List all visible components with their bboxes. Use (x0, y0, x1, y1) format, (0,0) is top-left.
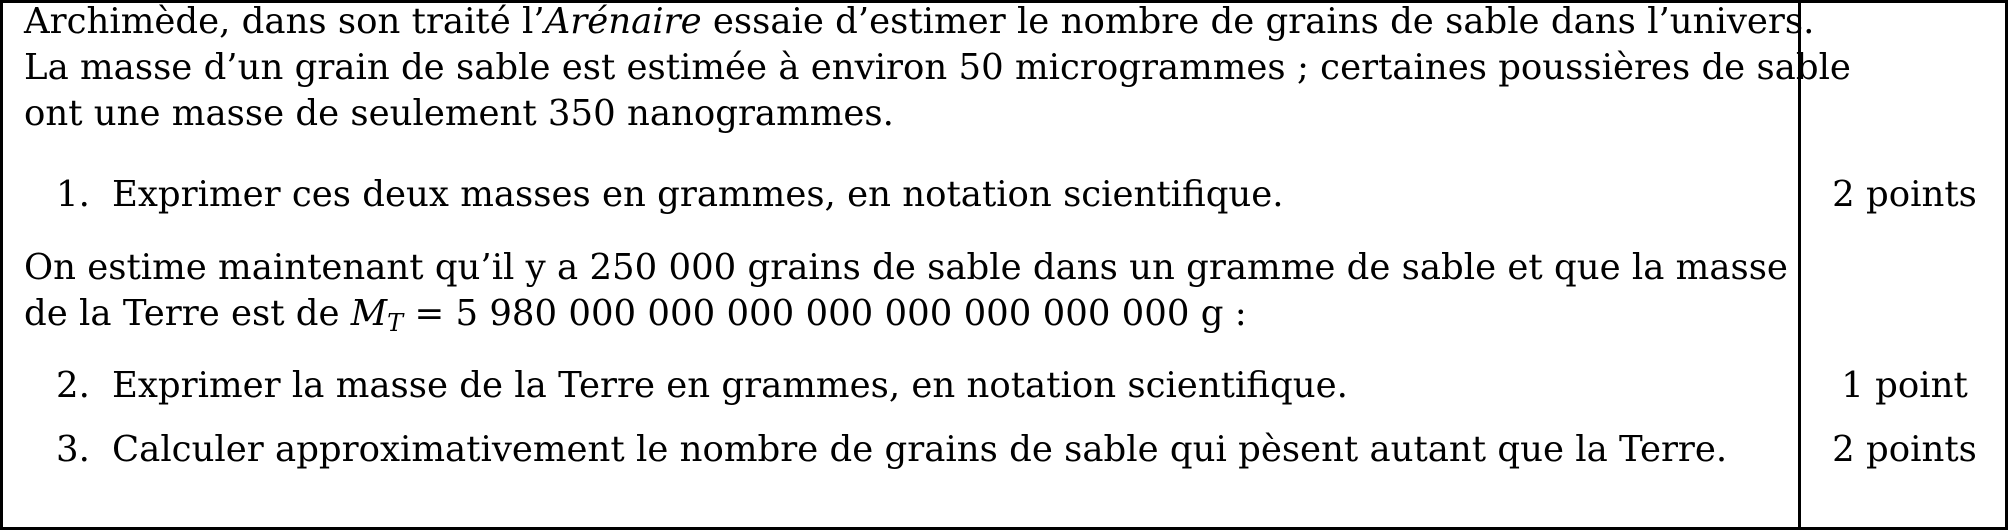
earth-mass-subscript: T (387, 309, 404, 337)
middle-line-2 (24, 292, 1247, 336)
question-2-points: 1 point (1841, 365, 1968, 406)
question-1-text: Exprimer ces deux masses en grammes, en notation scientifique. (112, 174, 1284, 215)
intro-line-3: ont une masse de seulement 350 nanogrammes. (24, 93, 894, 134)
intro-line-2: La masse d’un grain de sable est estimée à environ 50 microgrammes ; certaines poussières de sable (24, 47, 1851, 88)
middle-line-1: On estime maintenant qu’il y a 250 000 grains de sable dans un gramme de sable et que la masse (24, 247, 1788, 288)
book-title: Arénaire (544, 1, 702, 42)
question-3-number: 3. (56, 429, 90, 470)
question-2-text: Exprimer la masse de la Terre en grammes, en notation scientifique. (112, 365, 1348, 406)
question-1-number: 1. (56, 174, 90, 215)
question-1-points: 2 points (1832, 174, 1977, 215)
intro-line-1 (24, 0, 1814, 44)
question-3-points: 2 points (1832, 429, 1977, 470)
earth-mass-variable: M (350, 293, 388, 334)
question-3-text: Calculer approximativement le nombre de grains de sable qui pèsent autant que la Terre. (112, 429, 1728, 470)
earth-mass-value: = 5 980 000 000 000 000 000 000 000 000 g : (403, 293, 1247, 334)
intro-text-start: Archimède, dans son traité l’ (24, 1, 545, 42)
question-2-number: 2. (56, 365, 90, 406)
earth-mass-prefix: de la Terre est de (24, 293, 351, 334)
intro-text-end: essaie d’estimer le nombre de grains de sable dans l’univers. (701, 1, 1815, 42)
